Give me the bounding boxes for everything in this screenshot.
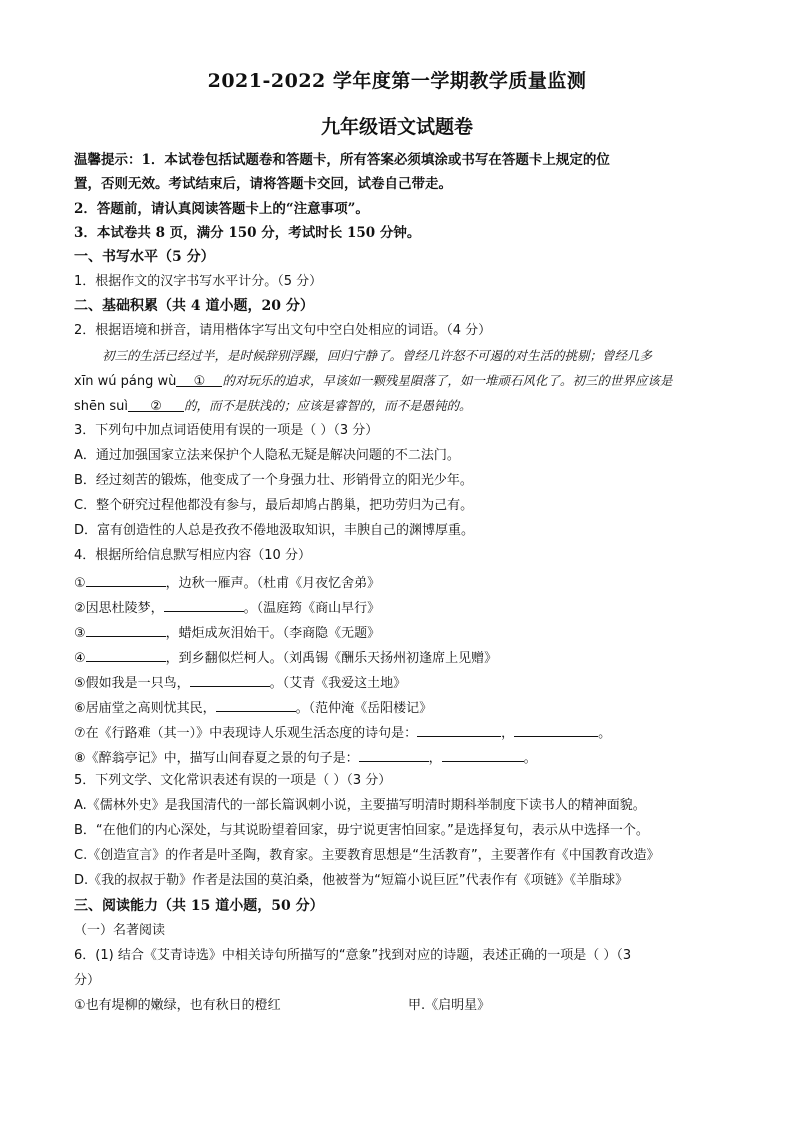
- subsection-heading: （一）名著阅读: [74, 923, 166, 938]
- q4-blank-2[interactable]: [164, 597, 244, 612]
- q4-blank-7a[interactable]: [417, 722, 501, 737]
- q3-option-b: B．经过刻苦的锻炼，他变成了一个身强力壮、形销骨立的阳光少年。: [74, 473, 473, 488]
- question-5-stem: 5．下列文学、文化常识表述有误的一项是（ ）（3 分）: [74, 773, 392, 788]
- blank-2[interactable]: ②: [128, 397, 184, 412]
- question-6-line-1: 6．(1) 结合《艾青诗选》中相关诗句所描写的“意象”找到对应的诗题，表述正确的一项是（ ）（3: [74, 948, 632, 963]
- q3-option-c: C．整个研究过程他都没有参与，最后却鸠占鹊巢，把功劳归为己有。: [74, 498, 474, 513]
- q3-option-d: D．富有创造性的人总是孜孜不倦地汲取知识，丰腴自己的渊博厚重。: [74, 523, 475, 538]
- question-1: 1．根据作文的汉字书写水平计分。（5 分）: [74, 274, 323, 289]
- notice-line-4: 3．本试卷共 8 页，满分 150 分，考试时长 150 分钟。: [74, 225, 421, 241]
- q4-blank-7b[interactable]: [514, 722, 598, 737]
- q4-item-1: ① ，边秋一雁声。（杜甫《月夜忆舍弟》: [74, 572, 380, 593]
- q4-blank-6[interactable]: [216, 697, 296, 712]
- q6-item-1-left: ①也有堤柳的嫩绿，也有秋日的橙红: [74, 998, 281, 1013]
- question-3-stem: 3．下列句中加点词语使用有误的一项是（ ）（3 分）: [74, 423, 379, 438]
- q2-passage-line-3: [74, 397, 472, 416]
- q4-blank-5[interactable]: [190, 672, 270, 687]
- q5-option-b: B．“在他们的内心深处，与其说盼望着回家，毋宁说更害怕回家。”是选择复句，表示从中选择一个。: [74, 823, 649, 838]
- q4-item-3: ③ ，蜡炬成灰泪始干。（李商隐《无题》: [74, 622, 380, 643]
- q3-option-a: A．通过加强国家立法来保护个人隐私无疑是解决问题的不二法门。: [74, 448, 460, 463]
- pinyin-1: xīn wú páng wù: [74, 374, 177, 389]
- section-3-heading: 三、阅读能力（共 15 道小题，50 分）: [74, 898, 324, 914]
- q2-passage-text-3: 的，而不是肤浅的；应该是睿智的，而不是愚钝的。: [184, 398, 472, 413]
- q4-blank-3[interactable]: [86, 622, 166, 637]
- q4-item-4: ④ ，到乡翻似烂柯人。（刘禹锡《酬乐天扬州初逢席上见赠》: [74, 647, 497, 668]
- q4-blank-1[interactable]: [86, 572, 166, 587]
- notice-line-3: 2．答题前，请认真阅读答题卡上的“注意事项”。: [74, 201, 369, 217]
- exam-subtitle: 九年级语文试题卷: [320, 116, 473, 138]
- blank-1[interactable]: ①: [176, 372, 222, 387]
- notice-line-1: 温馨提示：1．本试卷包括试题卷和答题卡，所有答案必须填涂或书写在答题卡上规定的位: [74, 152, 610, 168]
- question-2-stem: 2．根据语境和拼音，请用楷体字写出文句中空白处相应的词语。（4 分）: [74, 323, 492, 338]
- question-6-line-2: 分）: [74, 973, 101, 988]
- section-2-heading: 二、基础积累（共 4 道小题，20 分）: [74, 298, 314, 314]
- q4-blank-8b[interactable]: [442, 747, 524, 762]
- q2-passage-line-1: 初三的生活已经过半，是时候辞别浮躁，回归宁静了。曾经几许怒不可遏的对生活的挑剔；曾经几多: [102, 348, 653, 363]
- q4-blank-4[interactable]: [86, 647, 166, 662]
- q4-blank-8a[interactable]: [359, 747, 429, 762]
- exam-title: 2021-2022 学年度第一学期教学质量监测: [207, 70, 587, 92]
- section-1-heading: 一、书写水平（5 分）: [74, 249, 215, 265]
- q4-item-6: ⑥居庙堂之高则忧其民， 。（范仲淹《岳阳楼记》: [74, 697, 432, 718]
- q5-option-c: C.《创造宣言》的作者是叶圣陶，教育家。主要教育思想是“生活教育”，主要著作有《中国教育改造》: [74, 848, 660, 863]
- q4-item-8: ⑧《醉翁亭记》中，描写山间春夏之景的句子是： ， 。: [74, 747, 537, 768]
- q5-option-a: A.《儒林外史》是我国清代的一部长篇讽刺小说，主要描写明清时期科举制度下读书人的精神面貌。: [74, 798, 646, 813]
- q6-item-1-right: 甲.《启明星》: [408, 998, 491, 1013]
- q4-item-7: ⑦在《行路难（其一）》中表现诗人乐观生活态度的诗句是： ， 。: [74, 722, 611, 743]
- q2-passage-line-2: [74, 372, 672, 391]
- q4-item-5: ⑤假如我是一只鸟， 。（艾青《我爱这土地》: [74, 672, 406, 693]
- q5-option-d: D.《我的叔叔于勒》作者是法国的莫泊桑，他被誉为“短篇小说巨匠”代表作有《项链》《羊脂球》: [74, 873, 629, 888]
- question-4-stem: 4．根据所给信息默写相应内容（10 分）: [74, 548, 311, 563]
- q2-passage-text-2: 的对玩乐的追求，早该如一颗残星隕落了，如一堆顽石风化了。初三的世界应该是: [222, 373, 673, 388]
- notice-line-2: 置，否则无效。考试结束后，请将答题卡交回，试卷自己带走。: [74, 176, 452, 192]
- pinyin-2: shēn suì: [74, 399, 129, 414]
- q4-item-2: ②因思杜陵梦， 。（温庭筠《商山早行》: [74, 597, 380, 618]
